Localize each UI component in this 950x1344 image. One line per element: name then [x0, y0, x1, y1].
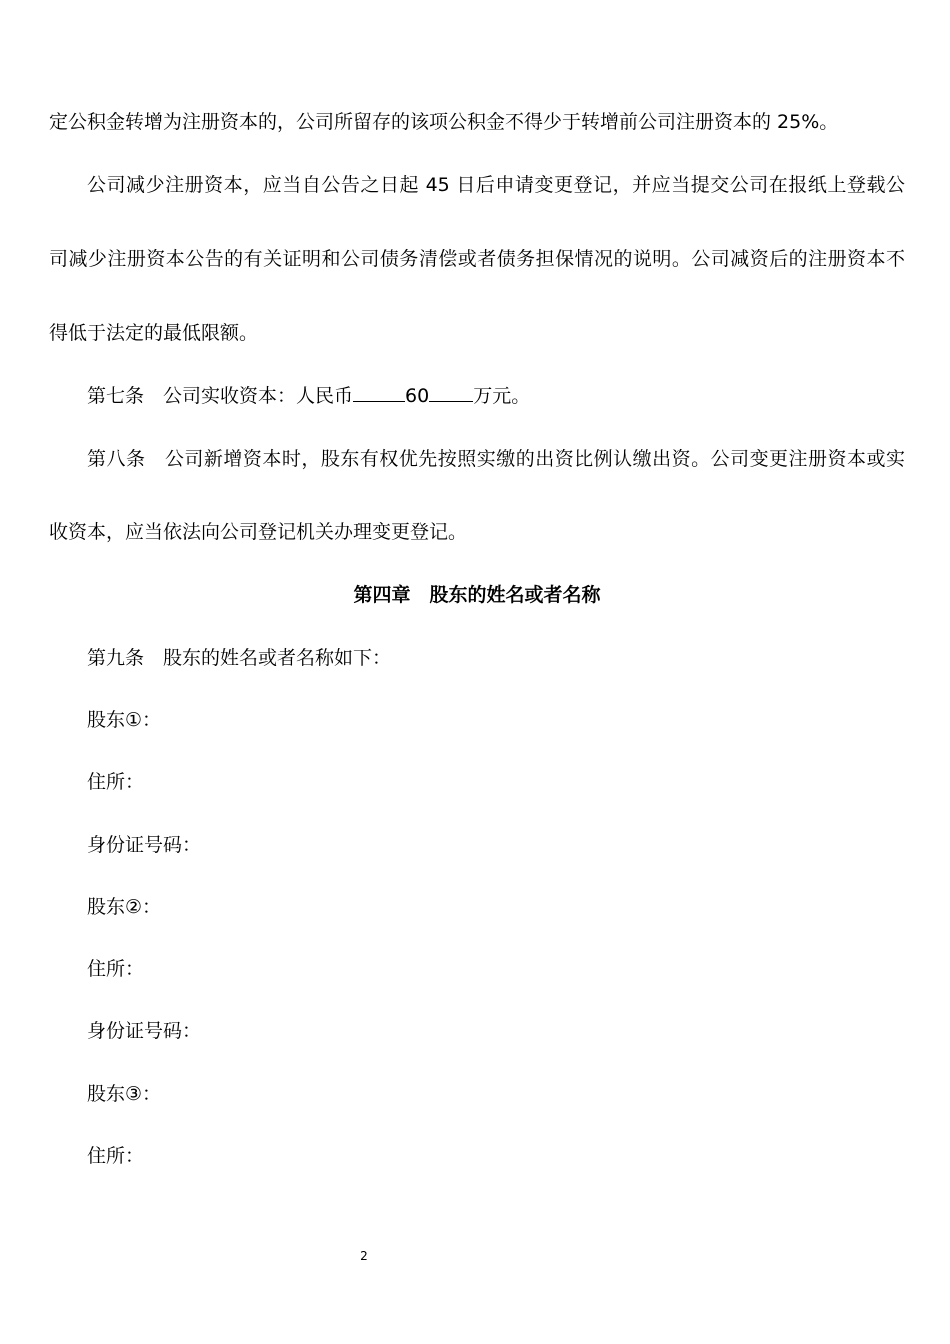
- shareholder-address-label: 住所：: [87, 958, 145, 980]
- shareholder-name-label: 股东②：: [87, 896, 162, 918]
- article-label: 第七条: [87, 385, 145, 407]
- shareholder-name-label: 股东③：: [87, 1083, 162, 1105]
- paragraph-line: 公司减少注册资本，应当自公告之日起 45 日后申请变更登记，并应当提交公司在报纸上登载公: [87, 174, 905, 196]
- paragraph-line: 收资本，应当依法向公司登记机关办理变更登记。: [49, 521, 468, 543]
- shareholder-id-label: 身份证号码：: [87, 834, 202, 856]
- paid-in-capital-amount: 60: [405, 385, 430, 407]
- article-text: 公司实收资本：人民币: [163, 385, 354, 407]
- article-text: 万元。: [473, 385, 531, 407]
- shareholder-address-label: 住所：: [87, 771, 145, 793]
- chapter-heading: 第四章 股东的姓名或者名称: [353, 584, 601, 606]
- paragraph-line: 第八条 公司新增资本时，股东有权优先按照实缴的出资比例认缴出资。公司变更注册资本或实: [87, 448, 905, 470]
- paragraph-line: 定公积金转增为注册资本的，公司所留存的该项公积金不得少于转增前公司注册资本的 25%。: [49, 111, 839, 133]
- shareholder-name-label: 股东①：: [87, 709, 162, 731]
- blank-underline: [353, 401, 405, 402]
- page-number: 2: [360, 1249, 368, 1263]
- shareholder-id-label: 身份证号码：: [87, 1020, 202, 1042]
- article-7: [87, 384, 905, 408]
- paragraph-line: 得低于法定的最低限额。: [49, 322, 259, 344]
- shareholder-address-label: 住所：: [87, 1145, 145, 1167]
- blank-underline: [429, 401, 473, 402]
- article-9: 第九条 股东的姓名或者名称如下：: [87, 647, 392, 669]
- paragraph-line: 司减少注册资本公告的有关证明和公司债务清偿或者债务担保情况的说明。公司减资后的注册资本不: [49, 248, 905, 270]
